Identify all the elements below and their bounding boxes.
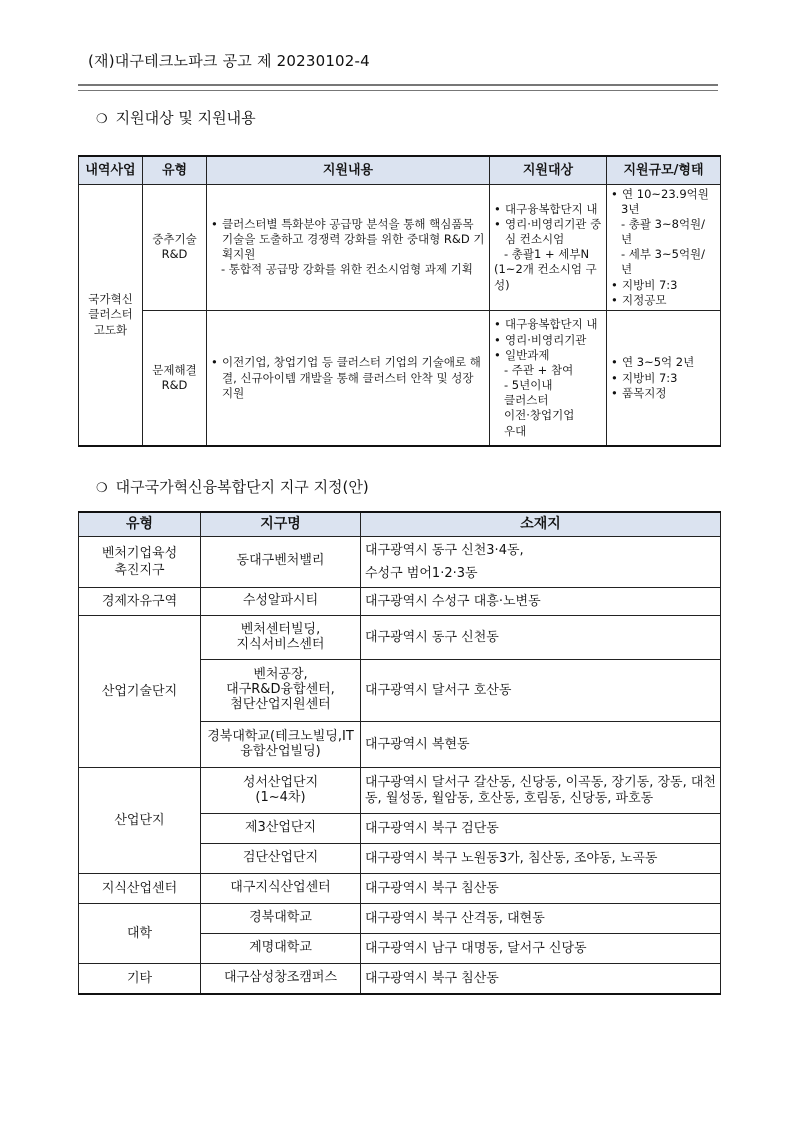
section-title-support <box>96 107 256 128</box>
col-header: 지원내용 <box>207 156 490 184</box>
list-item: • 영리·비영리기관 <box>494 333 602 348</box>
list-item: 클러스터 <box>504 393 549 408</box>
district-name-cell: 경북대학교(테크노빌딩,IT 융합산업빌딩) <box>201 722 361 768</box>
list-item: - 5년이내 <box>504 378 553 393</box>
content-cell <box>207 310 490 446</box>
bullet-list <box>494 202 602 293</box>
list-item: (1~2개 컨소시엄 구성) <box>494 262 597 292</box>
list-item: - 세부 3~5억원/년 <box>621 247 706 277</box>
scale-cell <box>607 184 721 310</box>
bullet-list <box>211 217 485 278</box>
district-name-cell: 대구지식산업센터 <box>201 874 361 904</box>
col-header: 지원규모/형태 <box>607 156 721 184</box>
district-name-cell: 대구삼성창조캠퍼스 <box>201 964 361 994</box>
list-item: • 품목지정 <box>611 386 716 401</box>
document-header: (재)대구테크노파크 공고 제 20230102-4 <box>88 52 370 70</box>
location-cell: 대구광역시 북구 노원동3가, 침산동, 조야동, 노곡동 <box>361 844 721 874</box>
type-cell: 기타 <box>79 964 201 994</box>
location-cell: 대구광역시 달서구 갈산동, 신당동, 이곡동, 장기동, 장동, 대천동, 월성동, 월암동, 호산동, 호림동, 신당동, 파호동 <box>361 768 721 814</box>
location-cell: 대구광역시 수성구 대흥·노변동 <box>361 588 721 616</box>
location-cell: 대구광역시 달서구 호산동 <box>361 660 721 722</box>
type-cell: 산업기술단지 <box>79 616 201 768</box>
location-cell: 대구광역시 복현동 <box>361 722 721 768</box>
list-item: • 지방비 7:3 <box>611 371 716 386</box>
list-item: • 지방비 7:3 <box>611 278 716 293</box>
bullet-list <box>211 355 485 401</box>
district-name-cell: 계명대학교 <box>201 934 361 964</box>
list-item: - 총괄 3~8억원/년 <box>621 216 706 247</box>
district-name-cell: 동대구벤처밸리 <box>201 536 361 588</box>
type-cell: 대학 <box>79 904 201 964</box>
list-item: • 지정공모 <box>611 293 716 308</box>
type-cell <box>143 310 207 446</box>
designation-table <box>78 511 721 995</box>
list-item: • 대구융복합단지 내 <box>494 317 602 332</box>
type-cell: 지식산업센터 <box>79 874 201 904</box>
list-item: 3년 <box>621 201 640 216</box>
type-line: 중추기술 <box>152 232 197 247</box>
list-item: - 주관 + 참여 <box>504 362 574 377</box>
target-cell <box>490 310 607 446</box>
col-header: 소재지 <box>361 512 721 536</box>
type-cell: 경제자유구역 <box>79 588 201 616</box>
district-name-cell: 벤처공장, 대구R&D융합센터, 첨단산업지원센터 <box>201 660 361 722</box>
col-header: 지원대상 <box>490 156 607 184</box>
business-cell <box>79 184 143 446</box>
bullet-list <box>494 317 602 438</box>
table-row <box>79 964 721 994</box>
type-cell: 산업단지 <box>79 768 201 874</box>
list-item: - 총괄1 + 세부N <box>504 247 590 262</box>
table-row <box>79 616 721 660</box>
table-row <box>79 768 721 814</box>
col-header: 내역사업 <box>79 156 143 184</box>
support-table <box>78 155 721 447</box>
bullet-list <box>611 187 716 308</box>
circle-bullet-icon: ❍ <box>96 481 108 496</box>
type-cell <box>143 184 207 310</box>
list-item: • 연 3~5억 2년 <box>611 355 716 370</box>
list-item: • 이전기업, 창업기업 등 클러스터 기업의 기술애로 해결, 신규아이템 개발을 통해 클러스터 안착 및 성장 지원 <box>211 355 485 401</box>
section-title-text: 지원대상 및 지원내용 <box>115 109 256 127</box>
location-cell: 대구광역시 북구 산격동, 대현동 <box>361 904 721 934</box>
table-row <box>79 536 721 588</box>
col-header: 유형 <box>143 156 207 184</box>
business-line: 고도화 <box>93 322 128 337</box>
table-row <box>79 904 721 934</box>
list-item: 우대 <box>504 423 527 438</box>
list-item: • 클러스터별 특화분야 공급망 분석을 통해 핵심품목 기술을 도출하고 경쟁력 강화를 위한 중대형 R&D 기획지원 <box>211 217 485 263</box>
section-title-text: 대구국가혁신융복합단지 지구 지정(안) <box>115 478 369 496</box>
list-item: • 영리·비영리기관 중심 컨소시엄 <box>494 217 602 247</box>
location-cell: 대구광역시 동구 신천3·4동, 수성구 범어1·2·3동 <box>361 536 721 588</box>
type-line: R&D <box>161 378 188 393</box>
district-name-cell: 수성알파시티 <box>201 588 361 616</box>
district-name-cell: 제3산업단지 <box>201 814 361 844</box>
type-line: 문제해결 <box>152 362 197 377</box>
district-name-cell: 성서산업단지 (1~4차) <box>201 768 361 814</box>
district-name-cell: 경북대학교 <box>201 904 361 934</box>
location-cell: 대구광역시 북구 침산동 <box>361 964 721 994</box>
location-cell: 대구광역시 동구 신천동 <box>361 616 721 660</box>
type-cell: 벤처기업육성 촉진지구 <box>79 536 201 588</box>
table-row <box>79 588 721 616</box>
scale-cell <box>607 310 721 446</box>
list-item: • 연 10~23.9억원 <box>611 187 716 202</box>
target-cell <box>490 184 607 310</box>
location-cell: 대구광역시 북구 침산동 <box>361 874 721 904</box>
list-item: - 통합적 공급망 강화를 위한 컨소시엄형 과제 기획 <box>221 262 473 277</box>
business-line: 클러스터 <box>88 307 133 322</box>
location-cell: 대구광역시 북구 검단동 <box>361 814 721 844</box>
type-line: R&D <box>161 247 188 262</box>
business-line: 국가혁신 <box>88 292 133 307</box>
circle-bullet-icon: ❍ <box>96 112 108 127</box>
list-item: • 대구융복합단지 내 <box>494 202 602 217</box>
col-header: 유형 <box>79 512 201 536</box>
district-name-cell: 벤처센터빌딩, 지식서비스센터 <box>201 616 361 660</box>
col-header: 지구명 <box>201 512 361 536</box>
list-item: • 일반과제 <box>494 348 602 363</box>
list-item: 이전·창업기업 <box>504 408 575 423</box>
bullet-list <box>611 355 716 401</box>
header-divider <box>78 84 718 91</box>
section-title-designation <box>96 476 369 497</box>
content-cell <box>207 184 490 310</box>
district-name-cell: 검단산업단지 <box>201 844 361 874</box>
location-cell: 대구광역시 남구 대명동, 달서구 신당동 <box>361 934 721 964</box>
table-row <box>79 874 721 904</box>
